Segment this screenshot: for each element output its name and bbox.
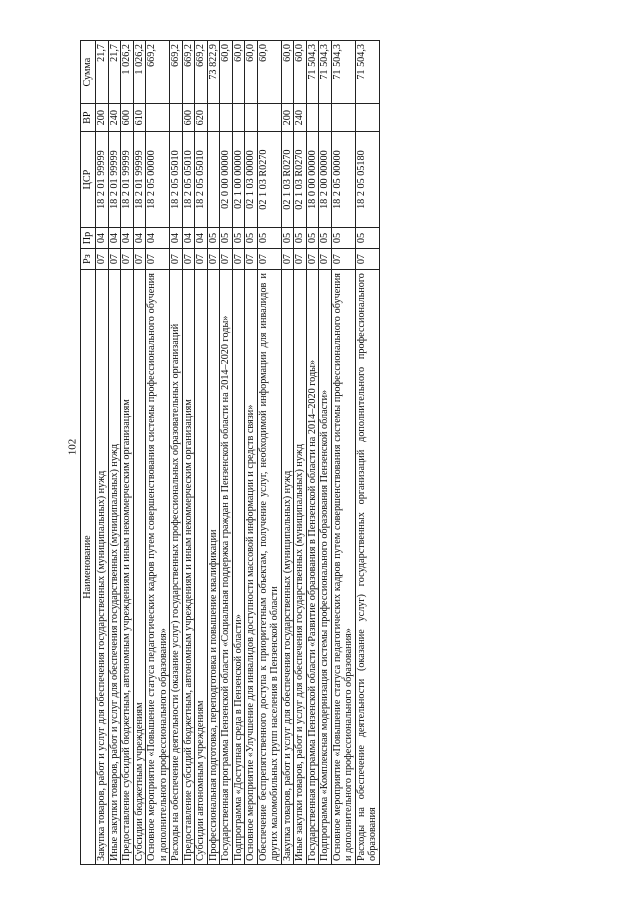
cell-vr bbox=[306, 104, 319, 132]
table-row bbox=[331, 41, 355, 865]
cell-sum: 60,0 bbox=[257, 41, 281, 104]
cell-name: Иные закупки товаров, работ и услуг для обеспечения государственных (муниципальных) нужд bbox=[108, 270, 121, 865]
cell-rz: 07 bbox=[245, 249, 258, 270]
cell-vr: 600 bbox=[121, 104, 134, 132]
cell-csr: 18 2 05 05180 bbox=[355, 132, 379, 228]
cell-rz: 07 bbox=[220, 249, 233, 270]
cell-rz: 07 bbox=[170, 249, 183, 270]
cell-pr: 05 bbox=[355, 228, 379, 249]
cell-pr: 05 bbox=[245, 228, 258, 249]
cell-name: Основное мероприятие «Повышение статуса педагогических кадров путем совершенствования системы профессионального обучения и дополнительного профессионального образования» bbox=[146, 270, 170, 865]
cell-csr: 18 2 00 00000 bbox=[319, 132, 332, 228]
cell-name: Подпрограмма «Комплексная модернизация системы профессионального образования Пензенской области» bbox=[319, 270, 332, 865]
cell-vr bbox=[319, 104, 332, 132]
cell-rz: 07 bbox=[146, 249, 170, 270]
cell-pr: 05 bbox=[294, 228, 307, 249]
cell-pr: 04 bbox=[96, 228, 109, 249]
cell-name: Иные закупки товаров, работ и услуг для обеспечения государственных (муниципальных) нужд bbox=[294, 270, 307, 865]
cell-vr bbox=[207, 104, 220, 132]
table-row bbox=[96, 41, 109, 865]
cell-vr bbox=[146, 104, 170, 132]
cell-rz: 07 bbox=[232, 249, 245, 270]
cell-sum: 73 822,9 bbox=[207, 41, 220, 104]
header-sum: Сумма bbox=[81, 41, 96, 104]
cell-csr bbox=[207, 132, 220, 228]
table-row bbox=[355, 41, 379, 865]
cell-sum: 669,2 bbox=[146, 41, 170, 104]
cell-sum: 60,0 bbox=[245, 41, 258, 104]
cell-pr: 04 bbox=[195, 228, 208, 249]
rotated-table-area bbox=[80, 40, 640, 861]
table-body bbox=[96, 41, 380, 865]
cell-rz: 07 bbox=[182, 249, 195, 270]
cell-rz: 07 bbox=[96, 249, 109, 270]
cell-csr: 18 2 05 05010 bbox=[195, 132, 208, 228]
cell-csr: 18 0 00 00000 bbox=[306, 132, 319, 228]
header-csr: ЦСР bbox=[81, 132, 96, 228]
cell-vr: 240 bbox=[294, 104, 307, 132]
table-row bbox=[257, 41, 281, 865]
cell-name: Предоставление субсидий бюджетным, автономным учреждениям и иным некоммерческим организациям bbox=[182, 270, 195, 865]
cell-rz: 07 bbox=[294, 249, 307, 270]
cell-vr bbox=[245, 104, 258, 132]
cell-pr: 04 bbox=[108, 228, 121, 249]
cell-vr bbox=[232, 104, 245, 132]
cell-rz: 07 bbox=[133, 249, 146, 270]
cell-csr: 18 2 05 05010 bbox=[170, 132, 183, 228]
header-name: Наименование bbox=[81, 270, 96, 865]
cell-csr: 02 1 03 R0270 bbox=[257, 132, 281, 228]
cell-rz: 07 bbox=[207, 249, 220, 270]
cell-sum: 71 504,3 bbox=[306, 41, 319, 104]
rotated-table-frame bbox=[80, 40, 560, 865]
table-row bbox=[195, 41, 208, 865]
cell-pr: 04 bbox=[121, 228, 134, 249]
table-row bbox=[232, 41, 245, 865]
cell-pr: 05 bbox=[331, 228, 355, 249]
cell-csr: 18 2 05 00000 bbox=[331, 132, 355, 228]
cell-vr: 200 bbox=[281, 104, 294, 132]
cell-csr: 02 0 00 00000 bbox=[220, 132, 233, 228]
cell-sum: 1 026,2 bbox=[121, 41, 134, 104]
table-row bbox=[281, 41, 294, 865]
cell-csr: 02 1 03 R0270 bbox=[294, 132, 307, 228]
cell-sum: 71 504,3 bbox=[331, 41, 355, 104]
cell-rz: 07 bbox=[121, 249, 134, 270]
cell-pr: 04 bbox=[133, 228, 146, 249]
cell-name: Предоставление субсидий бюджетным, автономным учреждениям и иным некоммерческим организациям bbox=[121, 270, 134, 865]
table-row bbox=[170, 41, 183, 865]
cell-sum: 669,2 bbox=[170, 41, 183, 104]
cell-csr: 18 2 05 05010 bbox=[182, 132, 195, 228]
cell-sum: 71 504,3 bbox=[319, 41, 332, 104]
cell-sum: 669,2 bbox=[195, 41, 208, 104]
cell-rz: 07 bbox=[257, 249, 281, 270]
cell-pr: 05 bbox=[281, 228, 294, 249]
cell-sum: 60,0 bbox=[294, 41, 307, 104]
cell-sum: 60,0 bbox=[220, 41, 233, 104]
cell-name: Расходы на обеспечение деятельности (оказание услуг) государственных организаций дополнительного профессионального образования bbox=[355, 270, 379, 865]
cell-rz: 07 bbox=[306, 249, 319, 270]
cell-vr bbox=[331, 104, 355, 132]
cell-rz: 07 bbox=[195, 249, 208, 270]
cell-sum: 60,0 bbox=[232, 41, 245, 104]
header-pr: Пр bbox=[81, 228, 96, 249]
cell-rz: 07 bbox=[331, 249, 355, 270]
cell-rz: 07 bbox=[108, 249, 121, 270]
budget-table bbox=[80, 40, 380, 865]
header-rz: Рз bbox=[81, 249, 96, 270]
table-row bbox=[294, 41, 307, 865]
cell-pr: 05 bbox=[306, 228, 319, 249]
cell-pr: 05 bbox=[257, 228, 281, 249]
cell-vr: 600 bbox=[182, 104, 195, 132]
cell-vr bbox=[170, 104, 183, 132]
cell-csr: 18 2 01 99999 bbox=[121, 132, 134, 228]
cell-sum: 21,7 bbox=[96, 41, 109, 104]
table-row bbox=[146, 41, 170, 865]
cell-csr: 02 1 03 00000 bbox=[245, 132, 258, 228]
cell-name: Подпрограмма «Доступная среда в Пензенской области» bbox=[232, 270, 245, 865]
cell-sum: 71 504,3 bbox=[355, 41, 379, 104]
table-row bbox=[121, 41, 134, 865]
cell-pr: 04 bbox=[170, 228, 183, 249]
cell-sum: 21,7 bbox=[108, 41, 121, 104]
cell-rz: 07 bbox=[281, 249, 294, 270]
cell-csr: 02 1 03 R0270 bbox=[281, 132, 294, 228]
table-row bbox=[133, 41, 146, 865]
cell-name: Основное мероприятие «Повышение статуса педагогических кадров путем совершенствования системы профессионального обучения и дополнительного профессионального образования» bbox=[331, 270, 355, 865]
cell-name: Профессиональная подготовка, переподготовка и повышение квалификации bbox=[207, 270, 220, 865]
cell-pr: 04 bbox=[146, 228, 170, 249]
cell-vr bbox=[257, 104, 281, 132]
cell-sum: 60,0 bbox=[281, 41, 294, 104]
cell-vr bbox=[220, 104, 233, 132]
cell-pr: 05 bbox=[232, 228, 245, 249]
cell-sum: 669,2 bbox=[182, 41, 195, 104]
table-row bbox=[306, 41, 319, 865]
cell-name: Закупка товаров, работ и услуг для обеспечения государственных (муниципальных) нужд bbox=[96, 270, 109, 865]
cell-sum: 1 026,2 bbox=[133, 41, 146, 104]
cell-name: Субсидии бюджетным учреждениям bbox=[133, 270, 146, 865]
cell-vr: 200 bbox=[96, 104, 109, 132]
cell-csr: 18 2 01 99999 bbox=[96, 132, 109, 228]
cell-pr: 05 bbox=[207, 228, 220, 249]
table-row bbox=[182, 41, 195, 865]
table-row bbox=[207, 41, 220, 865]
cell-pr: 05 bbox=[220, 228, 233, 249]
cell-rz: 07 bbox=[355, 249, 379, 270]
cell-name: Государственная программа Пензенской области «Развитие образования в Пензенской области на 2014–2020 годы» bbox=[306, 270, 319, 865]
cell-pr: 05 bbox=[319, 228, 332, 249]
table-row bbox=[319, 41, 332, 865]
cell-csr: 18 2 05 00000 bbox=[146, 132, 170, 228]
cell-name: Государственная программа Пензенской области «Социальная поддержка граждан в Пензенской области на 2014–2020 годы» bbox=[220, 270, 233, 865]
table-header-row bbox=[81, 41, 96, 865]
cell-vr: 240 bbox=[108, 104, 121, 132]
header-vr: ВР bbox=[81, 104, 96, 132]
cell-csr: 18 2 01 99999 bbox=[108, 132, 121, 228]
cell-name: Расходы на обеспечение деятельности (оказание услуг) государственных профессиональных образовательных организаций bbox=[170, 270, 183, 865]
cell-rz: 07 bbox=[319, 249, 332, 270]
cell-csr: 18 2 01 99999 bbox=[133, 132, 146, 228]
cell-vr bbox=[355, 104, 379, 132]
table-row bbox=[245, 41, 258, 865]
cell-name: Субсидии автономным учреждениям bbox=[195, 270, 208, 865]
cell-name: Основное мероприятие «Улучшение для инвалидов доступности массовой информации и средств связи» bbox=[245, 270, 258, 865]
page-number: 102 bbox=[66, 438, 79, 456]
cell-pr: 04 bbox=[182, 228, 195, 249]
cell-csr: 02 1 00 00000 bbox=[232, 132, 245, 228]
cell-name: Обеспечение беспрепятственного доступа к приоритетным объектам, получение услуг, необходимой информации для инвалидов и других маломобильных групп населения в Пензенской области bbox=[257, 270, 281, 865]
table-row bbox=[108, 41, 121, 865]
cell-vr: 620 bbox=[195, 104, 208, 132]
cell-name: Закупка товаров, работ и услуг для обеспечения государственных (муниципальных) нужд bbox=[281, 270, 294, 865]
cell-vr: 610 bbox=[133, 104, 146, 132]
table-row bbox=[220, 41, 233, 865]
